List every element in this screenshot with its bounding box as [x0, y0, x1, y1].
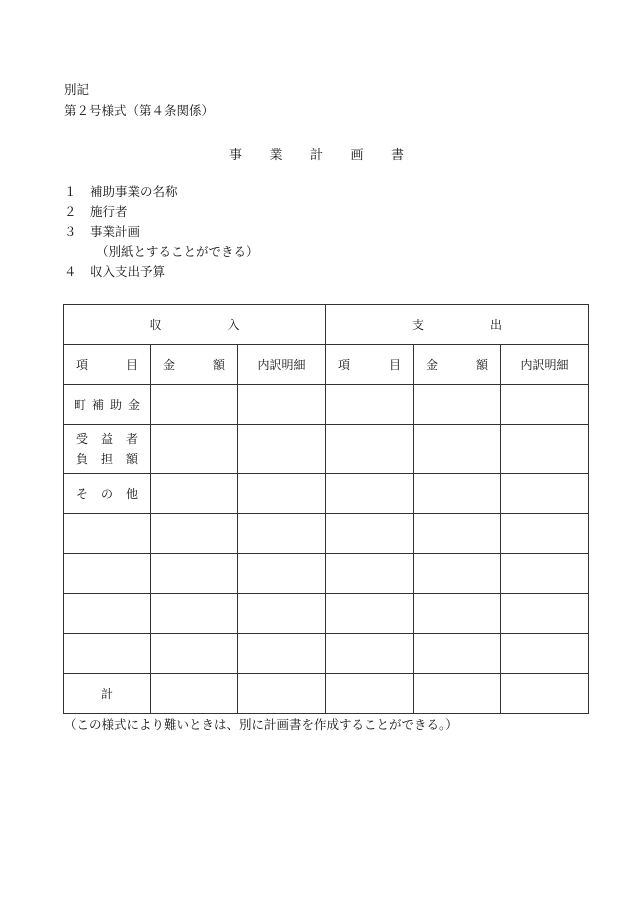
header-char: 項 [76, 358, 89, 372]
list-item [64, 222, 259, 242]
label-char: そ [76, 487, 89, 501]
header-char: 額 [476, 358, 489, 372]
table-cell[interactable] [414, 514, 501, 554]
item-list [64, 182, 259, 282]
label-char: 負 [76, 452, 89, 466]
table-cell[interactable] [414, 425, 501, 474]
footnote: （この様式により難いときは、別に計画書を作成することができる。） [64, 717, 458, 732]
total-row [64, 674, 589, 714]
row-label-other [64, 474, 151, 514]
table-cell[interactable] [501, 385, 589, 425]
form-label: 第２号様式（第４条関係） [64, 103, 215, 118]
title-char: 計 [309, 148, 323, 163]
table-cell[interactable] [501, 634, 589, 674]
expense-header-char: 支 [412, 318, 425, 332]
table-cell[interactable] [414, 474, 501, 514]
table-row [64, 594, 589, 634]
income-header-char: 収 [149, 318, 162, 332]
header-char: 金 [163, 358, 176, 372]
label-char: 額 [125, 452, 138, 466]
item-number: １ [64, 184, 77, 199]
table-cell[interactable] [414, 385, 501, 425]
item-text: （別紙とすることができる） [96, 244, 259, 259]
table-cell[interactable] [238, 634, 326, 674]
item-number: ３ [64, 224, 77, 239]
table-cell[interactable] [238, 554, 326, 594]
table-cell[interactable] [501, 594, 589, 634]
title-char: 書 [390, 148, 404, 163]
label-char: 者 [125, 432, 138, 446]
table-header-row [64, 305, 589, 345]
table-cell[interactable] [151, 425, 238, 474]
table-cell[interactable] [501, 554, 589, 594]
table-cell[interactable] [501, 425, 589, 474]
table-cell[interactable] [64, 514, 151, 554]
header-char: 項 [338, 358, 351, 372]
table-cell[interactable] [238, 425, 326, 474]
table-cell[interactable] [151, 514, 238, 554]
expense-header [326, 305, 589, 345]
income-header-char: 入 [227, 318, 240, 332]
list-item [64, 202, 259, 222]
table-cell[interactable] [501, 674, 589, 714]
list-item [64, 182, 259, 202]
title-char: 業 [269, 148, 283, 163]
appendix-label: 別記 [64, 82, 90, 97]
label-char: 担 [100, 452, 113, 466]
budget-table [63, 304, 589, 714]
table-cell[interactable] [238, 385, 326, 425]
table-cell[interactable] [326, 385, 414, 425]
table-cell[interactable] [151, 594, 238, 634]
header-char: 目 [125, 358, 138, 372]
table-cell[interactable] [238, 514, 326, 554]
table-cell[interactable] [326, 594, 414, 634]
table-cell[interactable] [238, 594, 326, 634]
title-char: 画 [350, 148, 364, 163]
label-char: 補 [91, 398, 104, 412]
table-row [64, 554, 589, 594]
document-title [229, 144, 404, 163]
item-number: ２ [64, 204, 77, 219]
expense-item-header [326, 345, 414, 385]
table-cell[interactable] [326, 425, 414, 474]
table-cell[interactable] [64, 554, 151, 594]
table-cell[interactable] [151, 634, 238, 674]
table-row [64, 425, 589, 474]
item-text: 補助事業の名称 [90, 184, 178, 199]
label-char: 町 [74, 398, 87, 412]
label-char: 助 [109, 398, 122, 412]
item-text: 収入支出予算 [90, 264, 166, 279]
header-char: 額 [212, 358, 225, 372]
table-cell[interactable] [414, 554, 501, 594]
title-char: 事 [229, 148, 243, 163]
table-cell[interactable] [414, 594, 501, 634]
row-label-beneficiary [64, 425, 151, 474]
table-cell[interactable] [151, 554, 238, 594]
table-row [64, 514, 589, 554]
table-cell[interactable] [501, 474, 589, 514]
table-cell[interactable] [326, 474, 414, 514]
table-cell[interactable] [238, 674, 326, 714]
expense-amount-header [414, 345, 501, 385]
table-cell[interactable] [151, 674, 238, 714]
column-header-row [64, 345, 589, 385]
item-number: ４ [64, 264, 77, 279]
table-cell[interactable] [326, 674, 414, 714]
table-cell[interactable] [151, 385, 238, 425]
table-cell[interactable] [238, 474, 326, 514]
label-char: 受 [76, 432, 89, 446]
table-row [64, 474, 589, 514]
row-label-total: 計 [64, 674, 151, 714]
table-row [64, 385, 589, 425]
item-text: 事業計画 [90, 224, 141, 239]
expense-header-char: 出 [490, 318, 503, 332]
table-cell[interactable] [414, 674, 501, 714]
table-cell[interactable] [501, 514, 589, 554]
item-text: 施行者 [90, 204, 128, 219]
list-item [64, 262, 259, 282]
header-char: 金 [426, 358, 439, 372]
table-cell[interactable] [326, 514, 414, 554]
income-item-header [64, 345, 151, 385]
table-cell[interactable] [326, 634, 414, 674]
table-cell[interactable] [414, 634, 501, 674]
expense-breakdown-header: 内訳明細 [501, 345, 589, 385]
table-cell[interactable] [64, 594, 151, 634]
income-breakdown-header: 内訳明細 [238, 345, 326, 385]
row-label-town-subsidy [64, 385, 151, 425]
table-cell[interactable] [326, 554, 414, 594]
label-char: 金 [127, 398, 140, 412]
table-row [64, 634, 589, 674]
table-cell[interactable] [64, 634, 151, 674]
label-char: 他 [125, 487, 138, 501]
table-cell[interactable] [151, 474, 238, 514]
income-amount-header [151, 345, 238, 385]
income-header [64, 305, 326, 345]
header-char: 目 [389, 358, 402, 372]
label-char: 益 [100, 432, 113, 446]
list-item-note [64, 242, 259, 262]
label-char: の [100, 487, 113, 501]
